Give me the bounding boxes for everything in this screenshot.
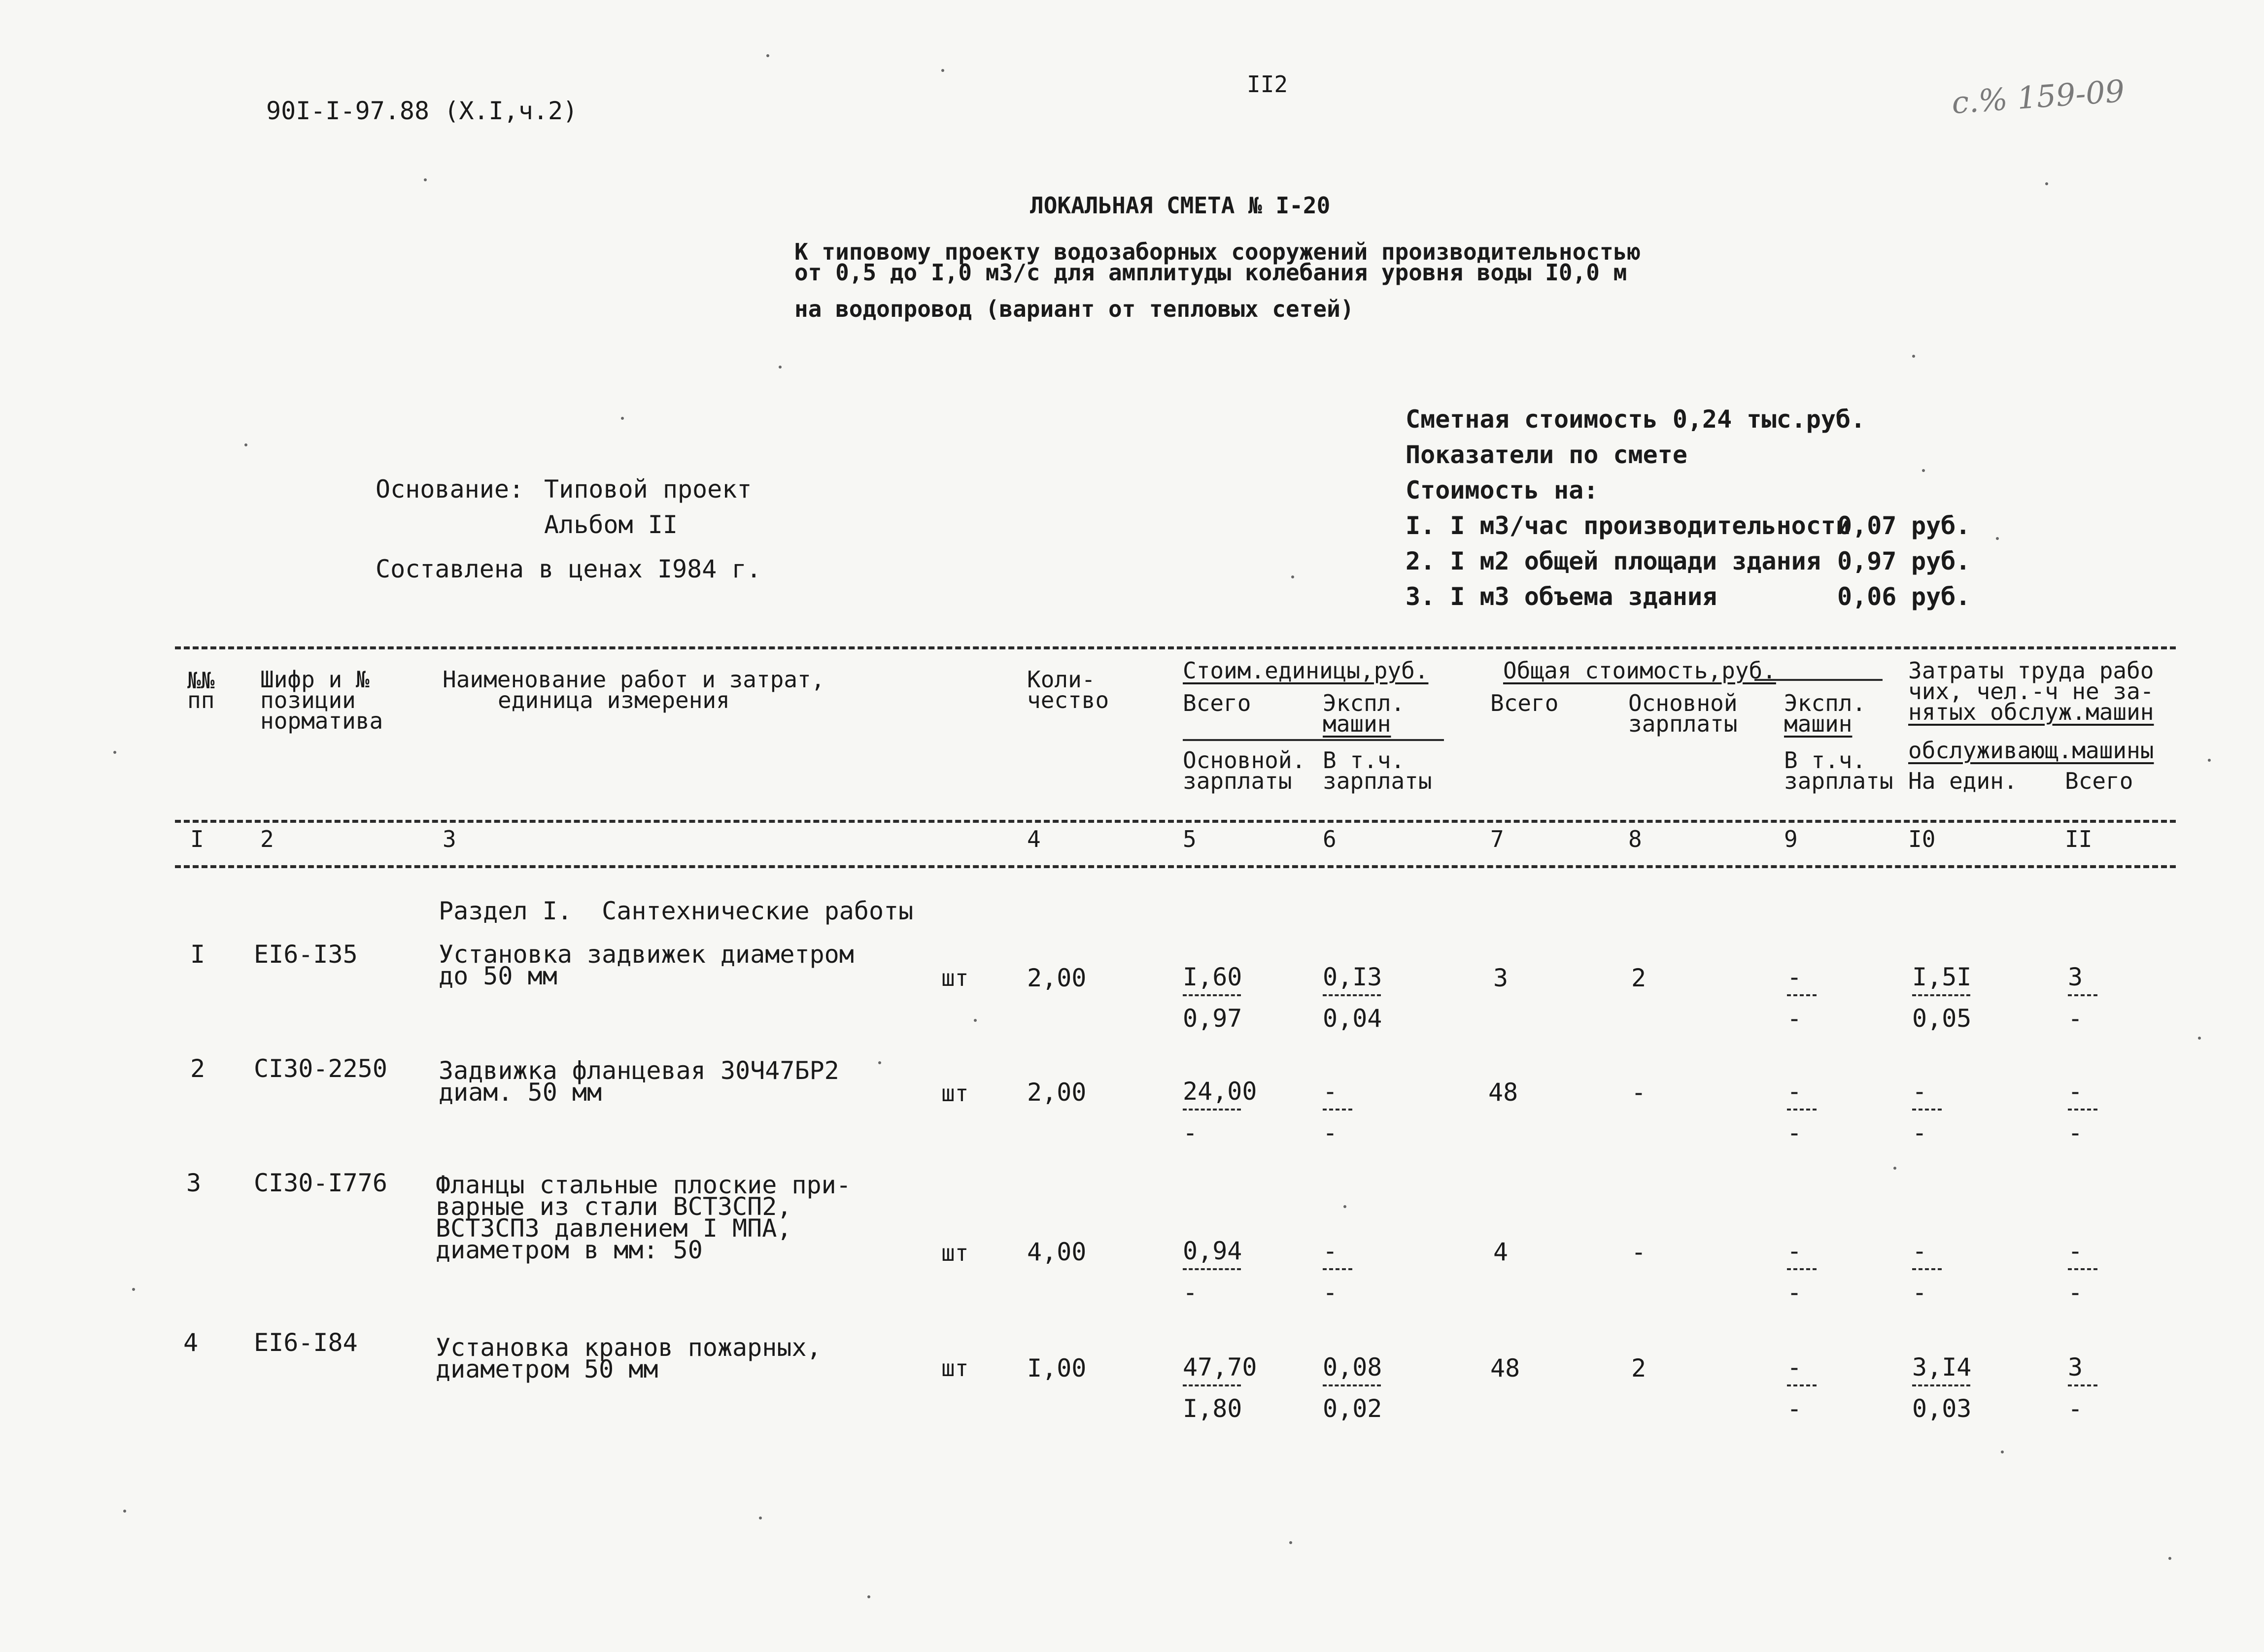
row-c11 [2068, 1355, 2137, 1421]
colnum-2: 2 [260, 826, 274, 852]
fraction-bar [1183, 994, 1241, 996]
hdr-total-total: Всего [1490, 690, 1559, 716]
c5-total: I,60 [1183, 963, 1242, 991]
hdr-code-1: Шифр и № [260, 666, 370, 693]
hdr-unit-split-rule [1183, 739, 1444, 741]
c10-labor-unit: - [1912, 1077, 1927, 1106]
scan-speck [1291, 575, 1294, 578]
c10-labor-unit: I,5I [1912, 963, 1972, 991]
row-code: EI6-I84 [254, 1328, 358, 1357]
row-c8: 2 [1631, 964, 1647, 992]
row-c11 [2068, 1239, 2137, 1305]
fraction-bar [1323, 994, 1381, 996]
hdr-labor-1: Затраты труда рабо [1908, 657, 2154, 684]
indicator-3-label: 3. I м3 объема здания [1406, 582, 1717, 611]
hdr-total-group-rule [1754, 679, 1883, 681]
c9-mach-wage: - [1787, 1278, 1802, 1307]
row-c7: 4 [1493, 1238, 1509, 1266]
document-code: 90I-I-97.88 (X.I,ч.2) [266, 97, 578, 125]
c9-mach: - [1787, 1237, 1802, 1265]
scan-speck [941, 69, 944, 72]
c9-mach: - [1787, 963, 1802, 991]
scan-speck [1922, 469, 1925, 472]
row-num: 2 [190, 1054, 206, 1083]
row-c7: 48 [1490, 1354, 1520, 1382]
c10-labor-unit: 3,I4 [1912, 1353, 1972, 1382]
hdr-code-3: норматива [260, 708, 383, 734]
row-c6 [1323, 1079, 1392, 1145]
row-name-line: Установка задвижек диаметром [439, 940, 854, 969]
table-top-rule [175, 646, 2176, 649]
row-c6 [1323, 1239, 1392, 1305]
indicator-2-unit: руб. [1911, 547, 1971, 575]
hdr-qty-2: чество [1027, 687, 1109, 713]
basis-value-1: Типовой проект [544, 475, 752, 504]
row-code: CI30-I776 [254, 1169, 387, 1197]
row-c10 [1912, 965, 1981, 1031]
c5-total: 0,94 [1183, 1237, 1242, 1265]
row-unit: шт [941, 1240, 969, 1266]
row-c11 [2068, 965, 2137, 1031]
hdr-total-cost-group: Общая стоимость,руб. [1503, 657, 1776, 684]
c5-wage: I,80 [1183, 1394, 1242, 1423]
scan-speck [244, 443, 247, 446]
fraction-bar [1323, 1268, 1352, 1270]
colnum-1: I [190, 826, 204, 852]
fraction-bar [2068, 994, 2097, 996]
hdr-labor-total: Всего [2065, 768, 2133, 794]
indicator-1-value: 0,07 [1837, 511, 1897, 540]
c9-mach-wage: - [1787, 1394, 1802, 1423]
c9-mach-wage: - [1787, 1118, 1802, 1147]
row-unit: шт [941, 1080, 969, 1107]
c11-mach-total: - [2068, 1118, 2083, 1147]
hdr-total-wage-2: зарплаты [1628, 710, 1738, 737]
c11-mach-total: - [2068, 1004, 2083, 1033]
row-num: 4 [183, 1328, 199, 1357]
row-c5 [1183, 1077, 1257, 1147]
hdr-labor-unit: На един. [1908, 768, 2018, 794]
hdr-qty-1: Коли- [1027, 666, 1096, 693]
c6-mach: 0,08 [1323, 1353, 1382, 1382]
c6-mach: - [1323, 1237, 1338, 1265]
hdr-labor-4: обслуживающ.машины [1908, 737, 2154, 764]
c5-total: 47,70 [1183, 1353, 1257, 1382]
hdr-unit-mach-2: машин [1323, 710, 1391, 737]
hdr-unit-mach-wage-2: зарплаты [1323, 768, 1432, 794]
scan-speck [766, 54, 769, 57]
c11-mach-total: - [2068, 1278, 2083, 1307]
fraction-bar [1787, 1384, 1817, 1386]
fraction-bar [1787, 1109, 1817, 1111]
row-c5 [1183, 1239, 1252, 1305]
c6-mach: 0,I3 [1323, 963, 1382, 991]
row-qty: 2,00 [1027, 964, 1087, 992]
fraction-bar [2068, 1384, 2097, 1386]
row-c8: - [1631, 1078, 1647, 1107]
c9-mach: - [1787, 1353, 1802, 1382]
row-c6 [1323, 1355, 1392, 1421]
table-colnum-rule [175, 865, 2176, 868]
row-qty: 2,00 [1027, 1078, 1087, 1107]
indicator-2-label: 2. I м2 общей площади здания [1406, 547, 1821, 575]
scan-speck [779, 366, 782, 369]
row-name-line: Фланцы стальные плоские при- [436, 1171, 851, 1199]
hdr-unit-wage-1: Основной. [1183, 747, 1306, 774]
scan-speck [1912, 355, 1915, 358]
row-c6 [1323, 965, 1392, 1031]
scan-speck [867, 1595, 870, 1598]
page-number: II2 [1247, 71, 1288, 98]
hdr-total-wage-1: Основной [1628, 690, 1738, 716]
scan-speck [1343, 1205, 1346, 1208]
hdr-total-mach-1: Экспл. [1784, 690, 1866, 716]
c11-mach-total: - [2068, 1394, 2083, 1423]
scan-speck [2001, 1450, 2004, 1453]
c5-total: 24,00 [1183, 1077, 1257, 1106]
hdr-total-mach-wage-2: зарплаты [1784, 768, 1893, 794]
fraction-bar [1787, 994, 1817, 996]
fraction-bar [1183, 1384, 1241, 1386]
c10-mach-unit: - [1912, 1118, 1927, 1147]
row-c9 [1787, 1239, 1856, 1305]
scan-speck [621, 417, 624, 420]
hdr-unit-total: Всего [1183, 690, 1251, 716]
hdr-total-mach-2: машин [1784, 710, 1852, 737]
row-c9 [1787, 1355, 1856, 1421]
row-c9 [1787, 1079, 1856, 1145]
c11-labor-total: - [2068, 1077, 2083, 1106]
scan-speck [759, 1517, 762, 1519]
c10-mach-unit: 0,03 [1912, 1394, 1972, 1423]
indicators-heading: Показатели по смете [1406, 440, 1687, 469]
row-c5 [1183, 1353, 1257, 1423]
row-c10 [1912, 1079, 1981, 1145]
row-name-line: варные из стали ВСТ3СП2, [436, 1192, 792, 1221]
c11-labor-total: 3 [2068, 963, 2083, 991]
colnum-3: 3 [443, 826, 456, 852]
scan-speck [1289, 1541, 1292, 1544]
c5-wage: - [1183, 1278, 1198, 1307]
c9-mach: - [1787, 1077, 1802, 1106]
estimate-title: ЛОКАЛЬНАЯ СМЕТА № I-20 [1030, 192, 1331, 219]
c6-mach-wage: 0,02 [1323, 1394, 1382, 1423]
scan-speck [2045, 182, 2048, 185]
scan-speck [113, 751, 116, 754]
row-num: I [190, 940, 206, 969]
c5-wage: 0,97 [1183, 1004, 1242, 1033]
c10-mach-unit: - [1912, 1278, 1927, 1307]
basis-value-2: Альбом II [544, 510, 678, 539]
hdr-unit-wage-2: зарплаты [1183, 768, 1292, 794]
c11-labor-total: - [2068, 1237, 2083, 1265]
hdr-unit-mach-wage-1: В т.ч. [1323, 747, 1405, 774]
row-c10 [1912, 1355, 1981, 1421]
c6-mach-wage: 0,04 [1323, 1004, 1382, 1033]
row-name-line: Установка кранов пожарных, [436, 1333, 822, 1362]
colnum-11: II [2065, 826, 2092, 852]
colnum-5: 5 [1183, 826, 1197, 852]
cost-for-heading: Стоимость на: [1406, 476, 1599, 505]
indicator-1-unit: руб. [1911, 511, 1971, 540]
row-code: EI6-I35 [254, 940, 358, 969]
c6-mach-wage: - [1323, 1118, 1338, 1147]
c6-mach-wage: - [1323, 1278, 1338, 1307]
fraction-bar [1912, 1109, 1942, 1111]
archive-stamp: с.% 159-09 [1950, 72, 2126, 121]
colnum-4: 4 [1027, 826, 1041, 852]
hdr-unit-cost-group: Стоим.единицы,руб. [1183, 657, 1429, 684]
row-name-line: диаметром в мм: 50 [436, 1236, 703, 1264]
c10-labor-unit: - [1912, 1237, 1927, 1265]
scan-speck [878, 1061, 881, 1064]
scan-speck [424, 178, 427, 181]
fraction-bar [1183, 1109, 1241, 1111]
scan-speck [2168, 1557, 2171, 1560]
title-line-2: от 0,5 до I,0 м3/с для амплитуды колебания уровня воды I0,0 м [794, 259, 1627, 286]
fraction-bar [1912, 1268, 1942, 1270]
row-num: 3 [186, 1169, 202, 1197]
indicator-3-unit: руб. [1911, 582, 1971, 611]
colnum-8: 8 [1628, 826, 1642, 852]
table-header-rule [175, 820, 2176, 823]
hdr-total-mach-wage-1: В т.ч. [1784, 747, 1866, 774]
fraction-bar [1323, 1384, 1381, 1386]
row-unit: шт [941, 965, 969, 991]
c5-wage: - [1183, 1118, 1198, 1147]
row-unit: шт [941, 1355, 969, 1382]
scan-speck [2208, 759, 2211, 762]
fraction-bar [1183, 1268, 1241, 1270]
scan-speck [1996, 537, 1999, 540]
indicator-1-label: I. I м3/час производительности [1406, 511, 1851, 540]
estimated-cost: Сметная стоимость 0,24 тыс.руб. [1406, 405, 1866, 434]
colnum-10: I0 [1908, 826, 1936, 852]
hdr-code-2: позиции [260, 687, 356, 713]
row-qty: I,00 [1027, 1354, 1087, 1382]
scan-speck [974, 1019, 977, 1022]
row-c7: 3 [1493, 964, 1509, 992]
row-name-line: Задвижка фланцевая 30Ч47БР2 [439, 1056, 839, 1085]
row-c8: 2 [1631, 1354, 1647, 1382]
row-c7: 48 [1488, 1078, 1518, 1107]
hdr-num-2: пп [187, 687, 215, 713]
colnum-7: 7 [1490, 826, 1504, 852]
row-c9 [1787, 965, 1856, 1031]
indicator-3-value: 0,06 [1837, 582, 1897, 611]
row-name-line: диаметром 50 мм [436, 1355, 658, 1383]
title-line-1: К типовому проекту водозаборных сооружений производительностью [794, 238, 1641, 265]
hdr-name-1: Наименование работ и затрат, [443, 666, 825, 693]
section-title: Раздел I. Сантехнические работы [439, 897, 914, 925]
hdr-name-2: единица измерения [498, 687, 730, 713]
fraction-bar [1912, 994, 1970, 996]
hdr-labor-2: чих, чел.-ч не за- [1908, 678, 2154, 705]
row-c8: - [1631, 1238, 1647, 1266]
row-name-line: диам. 50 мм [439, 1078, 602, 1107]
fraction-bar [2068, 1268, 2097, 1270]
hdr-unit-mach-1: Экспл. [1323, 690, 1405, 716]
fraction-bar [1323, 1109, 1352, 1111]
fraction-bar [1912, 1384, 1970, 1386]
row-code: CI30-2250 [254, 1054, 387, 1083]
fraction-bar [2068, 1109, 2097, 1111]
colnum-6: 6 [1323, 826, 1337, 852]
row-c11 [2068, 1079, 2137, 1145]
row-c10 [1912, 1239, 1981, 1305]
row-name-line: ВСТ3СП3 давлением I МПА, [436, 1214, 792, 1243]
scan-speck [1893, 1167, 1896, 1170]
c11-labor-total: 3 [2068, 1353, 2083, 1382]
scan-speck [132, 1288, 135, 1291]
basis-label: Основание: [376, 475, 524, 504]
indicator-2-value: 0,97 [1837, 547, 1897, 575]
c10-mach-unit: 0,05 [1912, 1004, 1972, 1033]
row-c5 [1183, 965, 1252, 1031]
row-qty: 4,00 [1027, 1238, 1087, 1266]
title-line-3: на водопровод (вариант от тепловых сетей) [794, 296, 1354, 322]
colnum-9: 9 [1784, 826, 1798, 852]
prices-year: Составлена в ценах I984 г. [376, 555, 761, 583]
hdr-num-1: №№ [187, 667, 215, 694]
scan-speck [2198, 1037, 2201, 1040]
hdr-labor-3: нятых обслуж.машин [1908, 699, 2154, 725]
c6-mach: - [1323, 1077, 1338, 1106]
row-name-line: до 50 мм [439, 962, 557, 990]
c9-mach-wage: - [1787, 1004, 1802, 1033]
fraction-bar [1787, 1268, 1817, 1270]
scan-speck [123, 1510, 126, 1513]
